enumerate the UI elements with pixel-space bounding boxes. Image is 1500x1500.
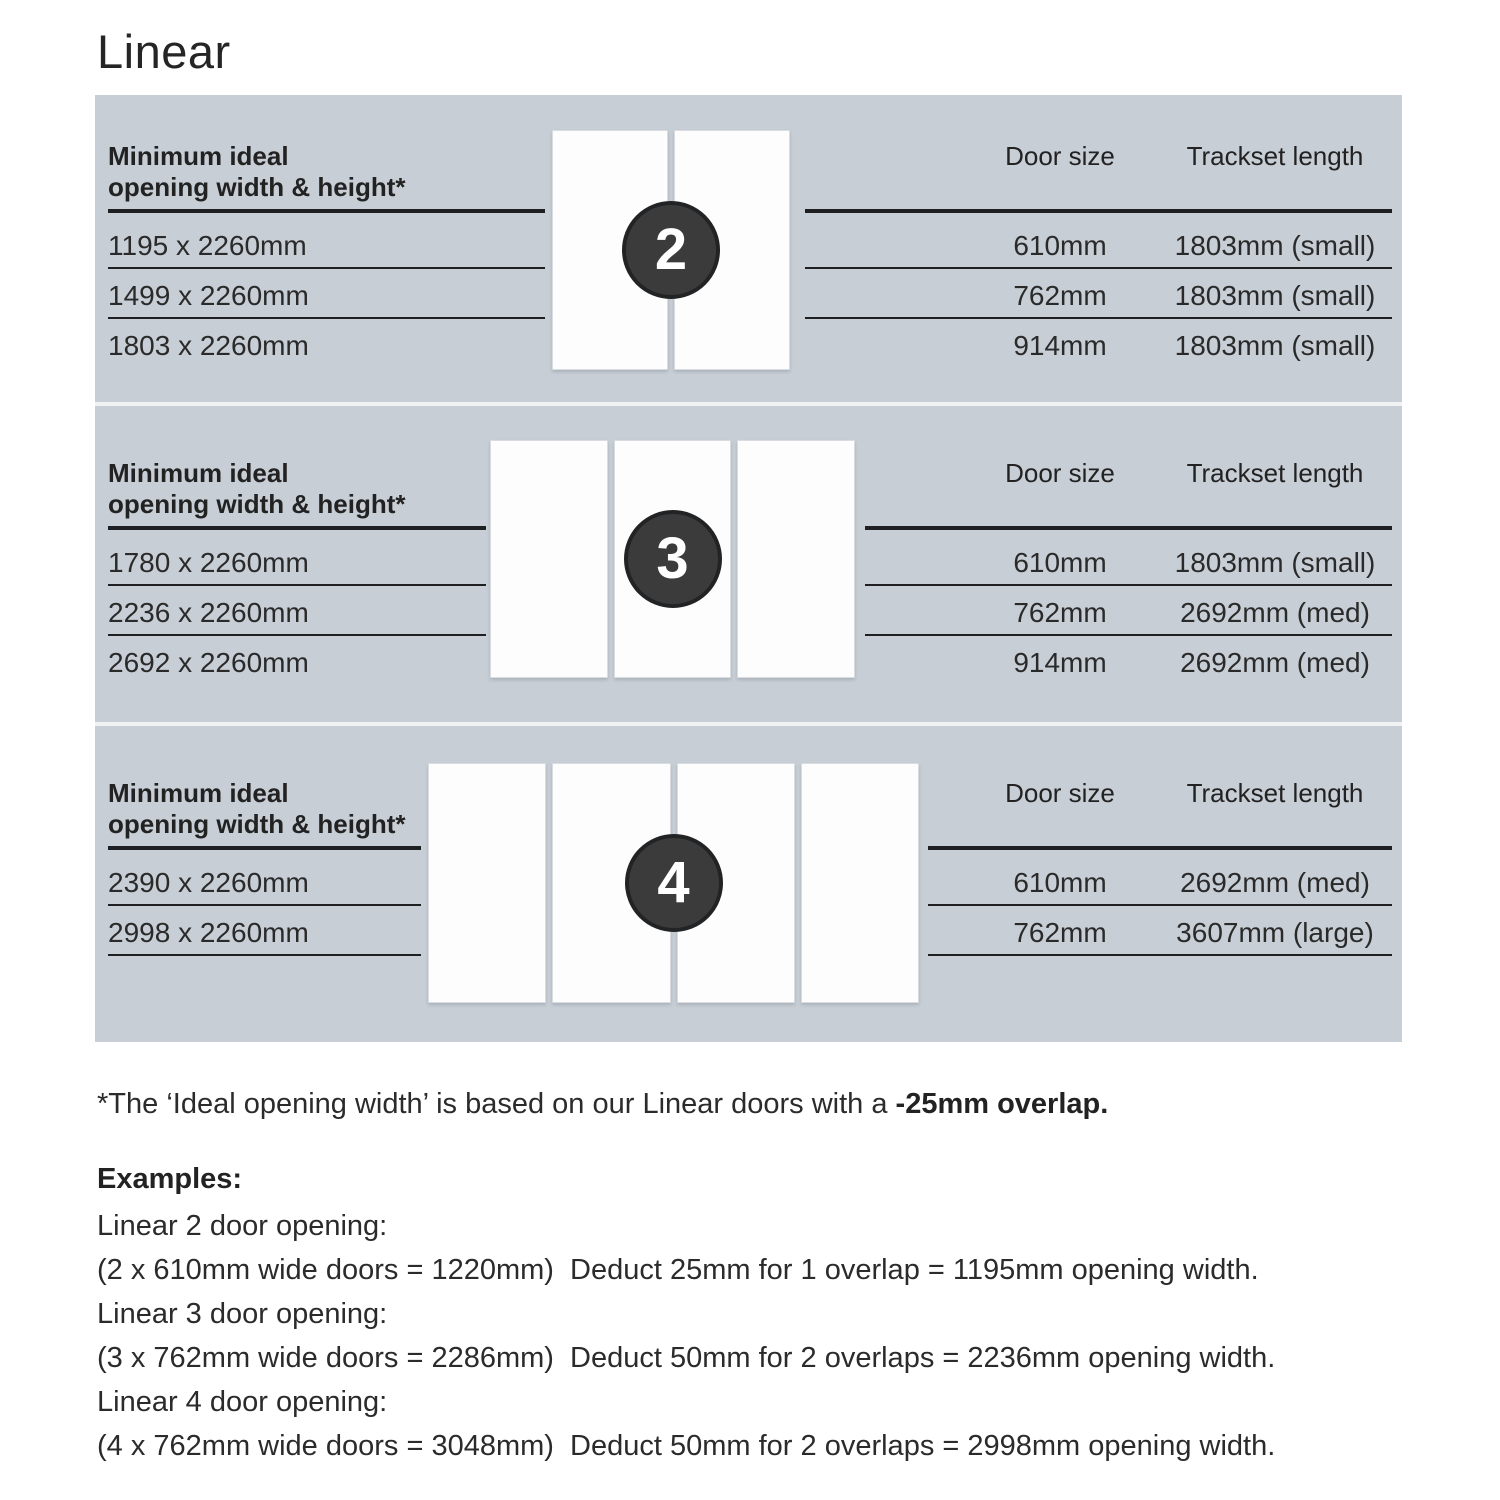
trackset-length-value: 2692mm (med): [1180, 597, 1370, 628]
door-size-value: 762mm: [1013, 280, 1107, 311]
door-count-badge: 3: [624, 510, 722, 608]
opening-size-table: [108, 458, 486, 684]
example-line: Linear 2 door opening:: [97, 1210, 388, 1242]
trackset-length-value: 1803mm (small): [1174, 547, 1376, 578]
trackset-length-column-header: Trackset length: [1186, 778, 1364, 808]
door-size-value: 914mm: [1013, 647, 1107, 678]
example-line: Linear 3 door opening:: [97, 1298, 388, 1330]
trackset-length-column-header: Trackset length: [1186, 458, 1364, 488]
door-panel: [801, 763, 919, 1003]
door-size-value: 610mm: [1013, 547, 1107, 578]
table-row: 2390 x 2260mm: [108, 850, 421, 906]
door-size-value: 762mm: [1013, 917, 1107, 948]
table-row: 1195 x 2260mm: [108, 213, 545, 269]
door-size-column-header: Door size: [1005, 458, 1115, 488]
door-illustration-2: [552, 130, 790, 370]
example-line: Linear 4 door opening:: [97, 1386, 388, 1418]
opening-table-header: [108, 778, 421, 850]
door-panel: [428, 763, 546, 1003]
opening-size-table: [108, 141, 545, 367]
door-size-value: 610mm: [1013, 230, 1107, 261]
table-row: [928, 850, 1392, 906]
opening-header-line1: Minimum ideal: [108, 458, 289, 488]
section-2-door: [95, 95, 1402, 402]
table-row: 1499 x 2260mm: [108, 269, 545, 319]
trackset-length-value: 2692mm (med): [1180, 867, 1370, 898]
trackset-table: [805, 141, 1392, 367]
opening-header-line1: Minimum ideal: [108, 778, 289, 808]
table-row: 1780 x 2260mm: [108, 530, 486, 586]
table-row: [805, 269, 1392, 319]
door-illustration-3: [490, 440, 855, 678]
section-4-door: [95, 722, 1402, 1042]
opening-header-line2: opening width & height*: [108, 489, 406, 519]
trackset-table-header: [928, 778, 1392, 850]
example-line: (4 x 762mm wide doors = 3048mm) Deduct 50mm for 2 overlaps = 2998mm opening width.: [97, 1430, 1276, 1462]
table-row: [865, 636, 1392, 684]
table-row: [865, 530, 1392, 586]
door-panel: [490, 440, 608, 678]
door-panel: [737, 440, 855, 678]
trackset-table: [865, 458, 1392, 684]
table-row: [865, 586, 1392, 636]
trackset-table-header: [805, 141, 1392, 213]
trackset-length-value: 2692mm (med): [1180, 647, 1370, 678]
trackset-length-value: 1803mm (small): [1174, 280, 1376, 311]
trackset-table-header: [865, 458, 1392, 530]
door-size-column-header: Door size: [1005, 778, 1115, 808]
footnote-bold-text: -25mm overlap.: [895, 1088, 1109, 1120]
trackset-length-value: 3607mm (large): [1176, 917, 1374, 948]
table-row: 2692 x 2260mm: [108, 647, 309, 678]
door-illustration-4: [428, 763, 919, 1003]
example-line: (3 x 762mm wide doors = 2286mm) Deduct 50mm for 2 overlaps = 2236mm opening width.: [97, 1342, 1276, 1374]
door-size-value: 914mm: [1013, 330, 1107, 361]
door-count-badge: 4: [625, 834, 723, 932]
section-3-door: [95, 402, 1402, 722]
footnote: [97, 1088, 1108, 1121]
opening-header-line2: opening width & height*: [108, 172, 406, 202]
door-size-value: 610mm: [1013, 867, 1107, 898]
table-row: [928, 906, 1392, 956]
door-count-badge: 2: [622, 201, 720, 299]
opening-table-header: [108, 141, 545, 213]
opening-header-line1: Minimum ideal: [108, 141, 289, 171]
trackset-length-value: 1803mm (small): [1174, 230, 1376, 261]
trackset-length-column-header: Trackset length: [1186, 141, 1364, 171]
examples-list: [97, 1204, 1275, 1468]
table-row: [805, 319, 1392, 367]
opening-size-table: [108, 778, 421, 956]
door-size-value: 762mm: [1013, 597, 1107, 628]
door-size-column-header: Door size: [1005, 141, 1115, 171]
table-row: [805, 213, 1392, 269]
table-row: 2998 x 2260mm: [108, 906, 421, 956]
page-title: Linear: [97, 25, 231, 78]
opening-table-header: [108, 458, 486, 530]
opening-header-line2: opening width & height*: [108, 809, 406, 839]
table-row: 2236 x 2260mm: [108, 586, 486, 636]
example-line: (2 x 610mm wide doors = 1220mm) Deduct 25mm for 1 overlap = 1195mm opening width.: [97, 1254, 1259, 1286]
examples-heading: Examples:: [97, 1163, 243, 1195]
spec-panel: [95, 95, 1402, 1042]
trackset-table: [928, 778, 1392, 956]
footnote-text: *The ‘Ideal opening width’ is based on our Linear doors with a: [97, 1088, 896, 1120]
table-row: 1803 x 2260mm: [108, 330, 309, 361]
trackset-length-value: 1803mm (small): [1174, 330, 1376, 361]
